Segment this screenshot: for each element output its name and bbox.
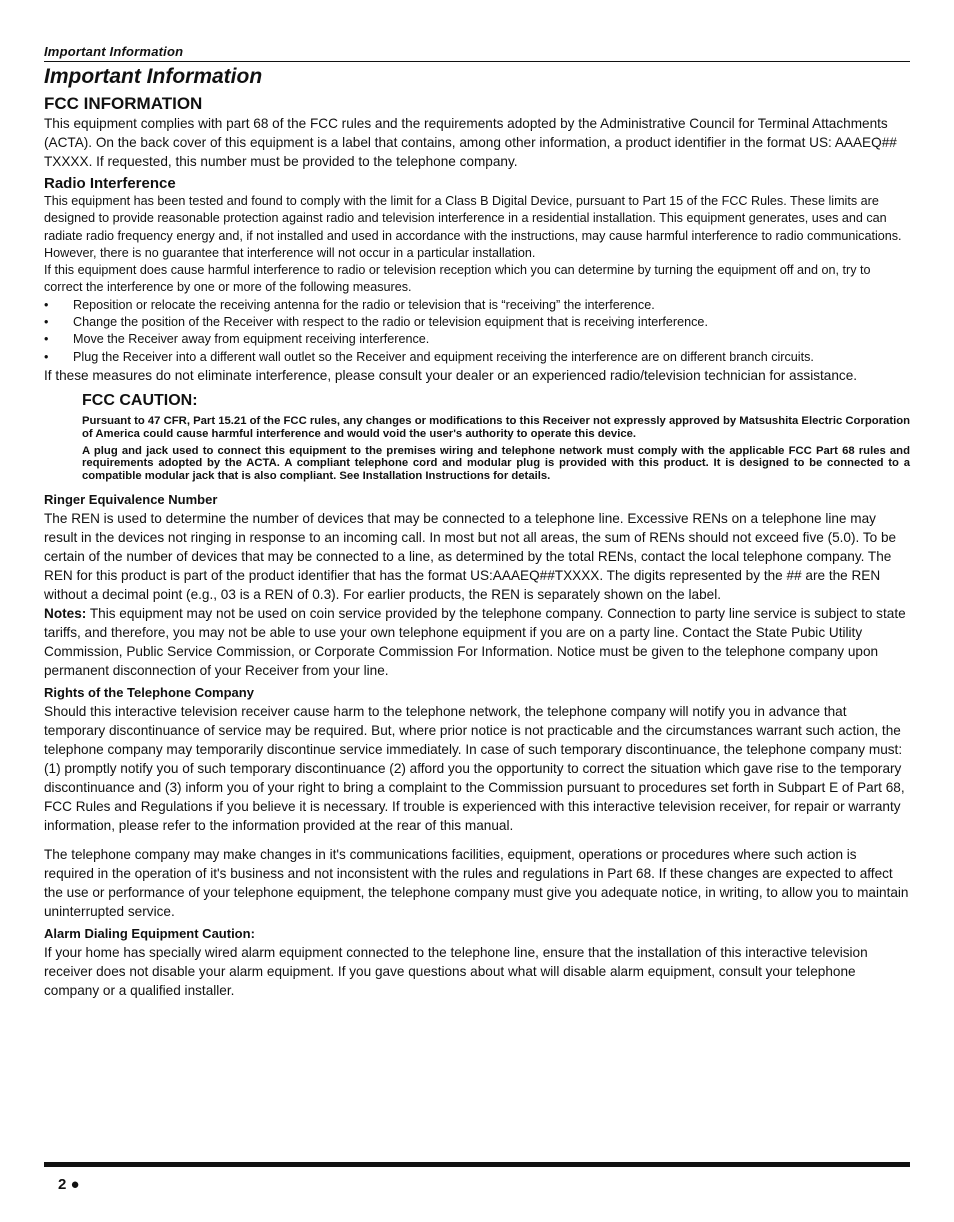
interference-measures-list xyxy=(44,297,910,366)
list-item: • Change the position of the Receiver with respect to the radio or television equipment that is receiving interference. xyxy=(44,314,910,331)
notes-label: Notes: xyxy=(44,605,87,621)
bullet-icon: • xyxy=(44,332,49,347)
page-content xyxy=(44,44,910,1000)
ringer-equivalence-heading: Ringer Equivalence Number xyxy=(44,491,218,507)
bullet-icon: • xyxy=(44,349,49,364)
bullet-icon: • xyxy=(44,297,49,312)
notes-paragraph: Notes: This equipment may not be used on coin service provided by the telephone company. Connection to party line service is subject to state tariffs, and therefore, you may not be able to use your own telephone equipment if you are on a party line. Contact the State Pubic Utility Commission, Public Service Commission, or Corporate Commission For Information. Notice must be given to the telephone company upon permanent disconnection of your Receiver from your line. xyxy=(44,605,906,678)
caution-paragraph-2: A plug and jack used to connect this equipment to the premises wiring and telephone network must comply with the applicable FCC Part 68 rules and requirements adopted by the ACTA. A compliant telephone cord and modular plug is provided with this product. It is designed to be connected to a compatible modular jack that is also compliant. See Installation Instructions for details. xyxy=(82,444,910,483)
rights-heading: Rights of the Telephone Company xyxy=(44,684,254,700)
radio-paragraph-2: If this equipment does cause harmful interference to radio or television reception which you can determine by turning the equipment off and on, try to correct the interference by one or more of the following measures. xyxy=(44,263,871,295)
list-item: • Move the Receiver away from equipment receiving interference. xyxy=(44,331,910,348)
ringer-paragraph: The REN is used to determine the number of devices that may be connected to a telephone line. Excessive RENs on a telephone line may result in the devices not ringing in response to an incoming call. In most but not all areas, the sum of RENs should not exceed five (5.0). To be certain of the number of devices that may be connected to a line, as determined by the total RENs, contact the local telephone company. The REN for this product is part of the product identifier that has the format US:AAAEQ##TXXXX. The digits represented by the ## are the REN without a decimal point (e.g., 03 is a REN of 0.3). For earlier products, the REN is separately shown on the label. xyxy=(44,510,897,602)
rights-paragraph-1: Should this interactive television receiver cause harm to the telephone network, the telephone company will notify you in advance that temporary discontinuance of service may be required. But, where prior notice is not practicable and the circumstances warrant such action, the telephone company may temporarily discontinue service immediately. In case of such temporary discontinuance, the telephone company must: (1) promptly notify you of such temporary discontinuance (2) afford you the opportunity to correct the situation which gave rise to the temporary discontinuance and (3) inform you of your right to bring a complaint to the Commission pursuant to procedures set forth in Subpart E of Part 68, FCC Rules and Regulations if you believe it is necessary. If trouble is experienced with this interactive television receiver, for repair or warranty information, please refer to the information provided at the rear of this manual. xyxy=(44,703,905,833)
fcc-information-heading: FCC INFORMATION xyxy=(44,94,203,113)
radio-interference-heading: Radio Interference xyxy=(44,175,176,192)
caution-paragraph-1: Pursuant to 47 CFR, Part 15.21 of the FCC rules, any changes or modifications to this Receiver not expressly approved by Matsushita Electric Corporation of America could cause harmful interference and would void the user's authority to operate this device. xyxy=(82,414,911,440)
fcc-information-paragraph: This equipment complies with part 68 of the FCC rules and the requirements adopted by the Administrative Council for Terminal Attachments (ACTA). On the back cover of this equipment is a label that contains, among other information, a product identifier in the format US: AAAEQ## TXXXX. If requested, this number must be provided to the telephone company. xyxy=(44,116,897,169)
fcc-caution-heading: FCC CAUTION: xyxy=(82,391,198,409)
running-head: Important Information xyxy=(44,44,910,62)
radio-paragraph-3: If these measures do not eliminate interference, please consult your dealer or an experienced radio/television technician for assistance. xyxy=(44,367,858,383)
list-item: • Plug the Receiver into a different wall outlet so the Receiver and equipment receiving the interference are on different branch circuits. xyxy=(44,349,910,366)
bullet-icon: • xyxy=(44,315,49,330)
list-item: • Reposition or relocate the receiving antenna for the radio or television that is “receiving” the interference. xyxy=(44,297,910,314)
alarm-heading: Alarm Dialing Equipment Caution: xyxy=(44,925,255,941)
radio-paragraph-1: This equipment has been tested and found to comply with the limit for a Class B Digital Device, pursuant to Part 15 of the FCC Rules. These limits are designed to provide reasonable protection against radio and television interference in a residential installation. This equipment generates, uses and can radiate radio frequency energy and, if not installed and used in accordance with the instructions, may cause harmful interference to radio communications. However, there is no guarantee that interference will not occur in a particular installation. xyxy=(44,194,902,260)
footer-rule xyxy=(44,1162,910,1167)
page-number: 2 ● xyxy=(58,1176,80,1193)
alarm-paragraph: If your home has specially wired alarm equipment connected to the telephone line, ensure that the installation of this interactive television receiver does not disable your alarm equipment. If you gave questions about what will disable alarm equipment, consult your telephone company or a qualified installer. xyxy=(44,944,868,998)
page-title: Important Information xyxy=(44,65,263,88)
rights-paragraph-2: The telephone company may make changes in it's communications facilities, equipment, operations or procedures where such action is required in the operation of it's business and not inconsistent with the rules and regulations in Part 68. If these changes are expected to affect the use or performance of your telephone equipment, the telephone company must give you adequate notice, in writing, to allow you to maintain uninterrupted service. xyxy=(44,846,909,919)
fcc-caution-block xyxy=(82,391,910,483)
